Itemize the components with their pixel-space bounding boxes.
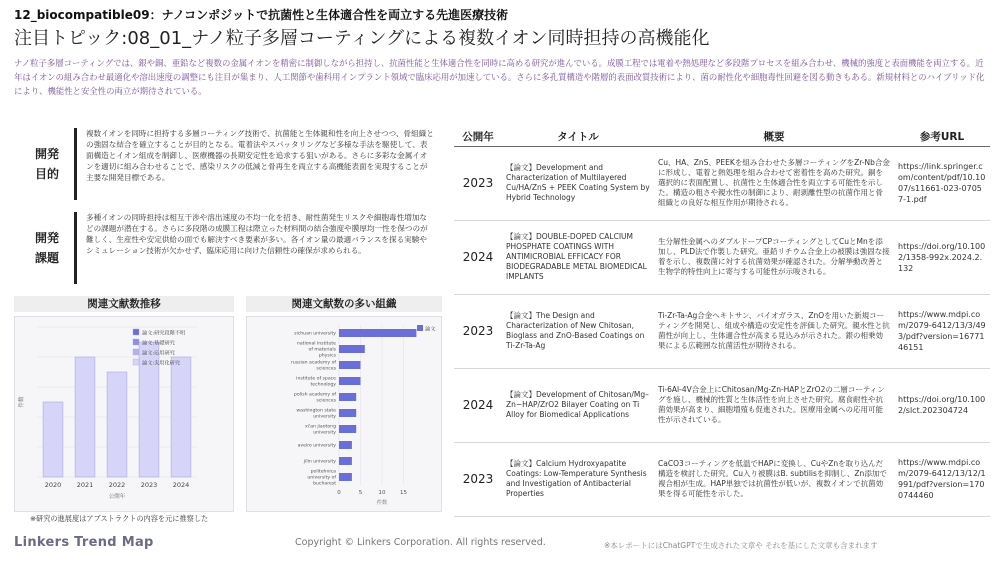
row-summary: Ti-Zr-Ta-Ag合金へキトサン、バイオガラス、ZnOを用いた新規コーティングを開発し、組成や構造の安定性を評価した研究。親水性と抗菌性が向上し、生体適合性が高まる見込みが示された。銀の相乗効果による広範囲な抗菌活性が期待される。	[654, 294, 894, 368]
x-tick: 0	[337, 490, 341, 496]
bar-2022	[107, 372, 127, 477]
y-tick-line: sciences	[316, 398, 336, 404]
y-tick-line: jilin university	[303, 459, 336, 465]
table-row	[454, 294, 990, 368]
x-tick-2021: 2021	[76, 481, 94, 489]
row-url-link[interactable]: https://link.springer.com/content/pdf/10.1007/s11661-023-07057-1.pdf	[894, 146, 990, 220]
header-url: 参考URL	[894, 128, 990, 146]
x-tick-2022: 2022	[108, 481, 126, 489]
row-url-link[interactable]: https://www.mdpi.com/2079-6412/13/12/1991/pdf?version=1700744460	[894, 442, 990, 516]
x-tick-2020: 2020	[44, 481, 62, 489]
y-tick-label	[303, 459, 336, 465]
y-tick-label	[298, 443, 337, 449]
reference-table	[454, 128, 990, 517]
y-tick-label	[296, 376, 336, 388]
purpose-divider	[74, 128, 77, 200]
x-tick: 5	[358, 490, 363, 496]
y-tick-line: politehnica	[310, 469, 336, 475]
header-summary: 概要	[654, 128, 894, 146]
x-tick-2023: 2023	[140, 481, 158, 489]
bar-org	[339, 329, 416, 337]
y-tick-label	[294, 331, 336, 337]
row-year: 2024	[454, 368, 502, 442]
row-url-link[interactable]: https://www.mdpi.com/2079-6412/13/3/493/pdf?version=1677146151	[894, 294, 990, 368]
chart-note: ※研究の進展度はアブストラクトの内容を元に推察した	[30, 514, 209, 523]
report-subtitle: 12_biocompatible09：ナノコンポジットで抗菌性と生体適合性を両立する先進医療技術	[14, 8, 509, 22]
row-year: 2023	[454, 442, 502, 516]
y-tick-label	[305, 424, 336, 436]
row-url-link[interactable]: https://doi.org/10.1002/1358-992x.2024.2.132	[894, 220, 990, 294]
row-title: 【論文】Development of Chitosan/Mg–Zn−HAP/ZrO2 Bilayer Coating on Ti Alloy for Biomedical Applications	[502, 368, 654, 442]
row-summary: Cu、HA、ZnS、PEEKを組み合わせた多層コーティングをZr-Nb合金に形成し、電着と熱処理を組み合わせて密着性を高めた研究。銅を選択的に表面配置し、抗菌性と生体適合性を両立する可能性を示した。構造の粗さや親水性の制御により、耐剥離性型の抗菌作用と骨組織との良好な相互作用が期待される。	[654, 146, 894, 220]
legend-swatch	[133, 349, 139, 355]
issue-text: 多種イオンの同時担持は相互干渉や溶出速度の不均一化を招き、耐性菌発生リスクや細胞毒性増加などの課題が潜在する。さらに多段階の成膜工程は際立った材料間の結合強度や膜厚均一性を保つのが難しく、生産性や安定供給の面でも解決すべき要素が多い。各イオン量の最適バランスを探る実験やシミュレーション技術が欠かせず、臨床応用に向けた信頼性の確保が求められる。	[86, 213, 428, 255]
copyright-text: Copyright © Linkers Corporation. All rights reserved.	[295, 537, 546, 548]
table-header-row	[454, 128, 990, 146]
y-tick-line: sichuan university	[294, 331, 336, 337]
bar-2021	[75, 357, 95, 477]
y-tick-line: physics	[318, 353, 336, 359]
row-title: 【論文】The Design and Characterization of New Chitosan, Bioglass and ZnO-Based Coatings on Ti-Zr-Ta-Ag	[502, 294, 654, 368]
issue-divider	[74, 212, 77, 284]
trend-chart-svg	[15, 317, 235, 513]
legend-entry: 論文:研究段階不明	[142, 330, 186, 337]
bar-org	[339, 409, 356, 417]
legend-entry: 論文:応用研究	[142, 350, 175, 357]
bar-org	[339, 441, 352, 449]
bar-2020	[43, 402, 63, 477]
table-row	[454, 220, 990, 294]
y-tick-line: aveiro university	[297, 443, 336, 449]
purpose-label: 開発 目的	[34, 147, 59, 181]
legend-swatch	[133, 339, 139, 345]
row-url-link[interactable]: https://doi.org/10.1002/slct.202304724	[894, 368, 990, 442]
linkers-logo: Linkers Trend Map	[14, 535, 154, 550]
development-purpose-section	[14, 124, 434, 204]
row-summary: CaCO3コーティングを低温でHAPに変換し、CuやZnを取り込んだ構造を検討した研究。Cu入り被膜はB. subtilisを抑制し、Zn添加で複合相が生成。HAP単独では抗菌性が低いが、複数イオンで抗菌効果を得る可能性を示した。	[654, 442, 894, 516]
bar-org	[339, 377, 361, 385]
y-tick-label	[294, 392, 337, 404]
legend-swatch	[417, 325, 423, 331]
legend-entry: 論文:実用化研究	[142, 360, 181, 367]
ai-disclaimer: ※本レポートにはChatGPTで生成された文章や それを基にした文章も含まれます	[604, 541, 878, 550]
y-tick-line: russian academy of	[290, 360, 336, 366]
organization-chart	[246, 316, 442, 512]
org-chart-title: 関連文献数の多い組織	[246, 296, 442, 312]
y-tick-line: sciences	[316, 366, 336, 372]
y-tick-line: university of	[307, 475, 336, 481]
legend-swatch	[133, 359, 139, 365]
x-axis-label: 件数	[376, 500, 388, 506]
row-year: 2023	[454, 294, 502, 368]
bar-org	[339, 473, 352, 481]
y-tick-line: national institute	[296, 341, 336, 347]
y-tick-line: university	[313, 430, 336, 436]
x-tick: 10	[378, 490, 386, 496]
publication-trend-chart	[14, 316, 234, 512]
bar-org	[339, 457, 352, 465]
row-year: 2024	[454, 220, 502, 294]
purpose-text: 複数イオンを同時に担持する多層コーティング技術で、抗菌能と生体親和性を向上させつつ、骨組織との強固な結合を確立することが目的となる。電着法やスパッタリングなど多様な手法を駆使して、表面構造とイオン組成を制御し、医療機器の長期安定性を追求する狙いがある。さらに多彩な金属イオンを適切に組み合わせることで、感染リスクの低減と骨再生を両立する高機能表面を実現することが主要な開発目標である。	[86, 129, 434, 182]
row-title: 【論文】Calcium Hydroxyapatite Coatings: Low-Temperature Synthesis and Investigation of Antibacterial Properties	[502, 442, 654, 516]
legend-swatch	[133, 329, 139, 335]
page-title: 注目トピック:08_01_ナノ粒子多層コーティングによる複数イオン同時担持の高機能化	[14, 28, 710, 49]
intro-paragraph: ナノ粒子多層コーティングでは、銀や銅、亜鉛など複数の金属イオンを精密に制御しながら担持し、抗菌性能と生体適合性を同時に高める研究が進んでいる。成膜工程では電着や熱処理など多段階プロセスを組み合わせ、機械的強度と表面機能を両立する。近年はイオンの組み合わせ最適化や溶出速度の調整にも注目が集まり、人工関節や歯科用インプラント領域で臨床応用が加速している。さらに多孔質構造や階層的表面改質技術により、菌の耐性化や細胞毒性回避を図る動きもある。新規材料とのハイブリッド化により、機能性と安全性の両立が期待されている。	[14, 58, 985, 96]
y-axis-label: 件数	[19, 396, 25, 408]
trend-chart-title: 関連文献数推移	[14, 296, 234, 312]
y-tick-line: institute of space	[296, 376, 336, 382]
y-tick-line: polish academy of	[293, 392, 336, 398]
x-tick-2024: 2024	[172, 481, 190, 489]
row-title: 【論文】Development and Characterization of Multilayered Cu/HA/ZnS + PEEK Coating System by Hybrid Technology	[502, 146, 654, 220]
y-tick-label	[291, 360, 337, 372]
y-tick-label	[296, 408, 336, 420]
org-chart-svg	[247, 317, 443, 513]
development-issue-section	[14, 208, 434, 288]
bar-org	[339, 393, 356, 401]
table-row	[454, 146, 990, 220]
y-tick-line: washington state	[296, 408, 336, 414]
row-year: 2023	[454, 146, 502, 220]
y-tick-line: technology	[310, 382, 336, 388]
table-row	[454, 442, 990, 516]
legend-entry: 論文	[425, 326, 436, 333]
x-tick: 15	[400, 490, 407, 496]
bar-org	[339, 361, 361, 369]
row-summary: Ti-6Al-4V合金上にChitosan/Mg-Zn-HAPとZrO2の二層コーティングを施し、機械的性質と生体活性を向上させた研究。腐食耐性や抗菌効果が高まり、細胞増殖も促進された。医療用金属への応用可能性が示されている。	[654, 368, 894, 442]
legend-entry: 論文:基礎研究	[142, 340, 175, 347]
row-summary: 生分解性金属へのダブルドープCPコーティングとしてCuとMnを添加し、PLD法で作製した研究。亜鉛リチウム合金上の被膜は強固な接着を示し、複数菌に対する抗菌効果が確認された。分解挙動改善と生物学的特性向上に寄与する可能性が示唆される。	[654, 220, 894, 294]
table-row	[454, 368, 990, 442]
issue-label: 開発 課題	[34, 231, 59, 265]
bar-org	[339, 425, 356, 433]
bar-2024	[171, 357, 191, 477]
y-tick-line: of materials	[308, 347, 336, 353]
y-tick-line: bucharest	[313, 481, 336, 487]
bar-org	[339, 345, 365, 353]
y-tick-line: university	[313, 414, 336, 420]
row-title: 【論文】DOUBLE-DOPED CALCIUM PHOSPHATE COATINGS WITH ANTIMICROBIAL EFFICACY FOR BIODEGRADABLE METAL BIOMEDICAL IMPLANTS	[502, 220, 654, 294]
header-title: タイトル	[502, 128, 654, 146]
header-year: 公開年	[454, 128, 502, 146]
y-tick-label	[307, 469, 336, 487]
x-axis-label: 公開年	[108, 494, 126, 500]
y-tick-label	[297, 341, 337, 359]
y-tick-line: xi'an jiaotong	[304, 424, 336, 430]
